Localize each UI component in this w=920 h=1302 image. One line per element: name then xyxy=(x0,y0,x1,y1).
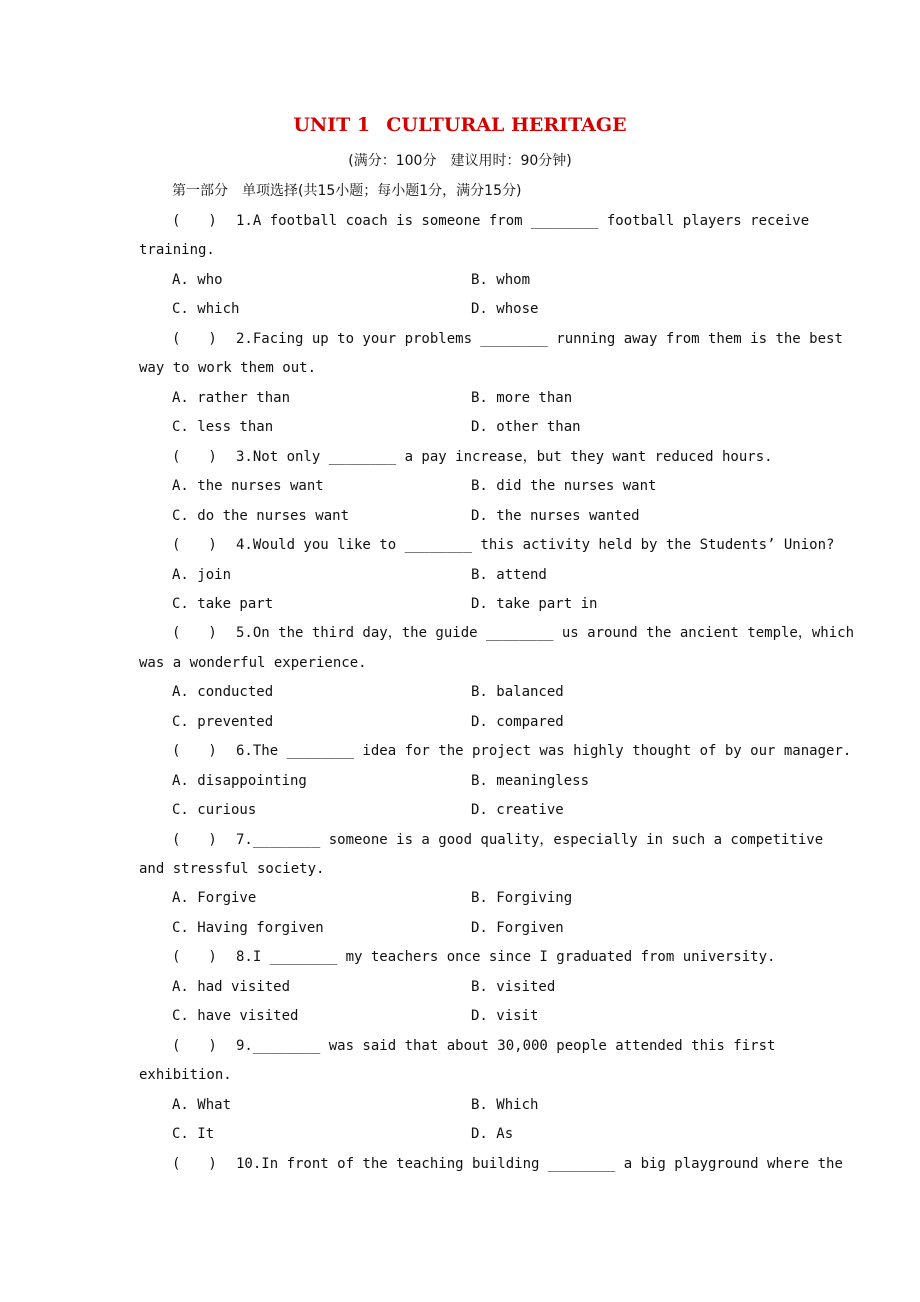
option-d: D. As xyxy=(471,1126,514,1142)
question-5 xyxy=(172,624,854,642)
option-a: A. the nurses want xyxy=(172,478,324,494)
exam-info: (满分：100分 建议用时：90分钟) xyxy=(348,153,572,169)
answer-blank[interactable]: ( ) xyxy=(172,331,217,347)
option-c: C. Having forgiven xyxy=(172,920,324,936)
answer-blank[interactable]: ( ) xyxy=(172,625,217,641)
option-d: D. the nurses wanted xyxy=(471,508,640,524)
option-c: C. take part xyxy=(172,596,274,612)
option-c: C. have visited xyxy=(172,1008,299,1024)
option-b: B. Forgiving xyxy=(471,890,573,906)
option-c: C. less than xyxy=(172,419,274,435)
option-d: D. Forgiven xyxy=(471,920,564,936)
option-b: B. whom xyxy=(471,272,531,288)
question-6 xyxy=(172,742,851,760)
option-b: B. did the nurses want xyxy=(471,478,657,494)
answer-blank[interactable]: ( ) xyxy=(172,449,217,465)
option-c: C. It xyxy=(172,1126,215,1142)
option-d: D. take part in xyxy=(471,596,598,612)
option-b: B. visited xyxy=(471,979,556,995)
question-1 xyxy=(172,212,809,230)
question-continuation: exhibition. xyxy=(139,1067,232,1083)
option-c: C. do the nurses want xyxy=(172,508,350,524)
question-9 xyxy=(172,1037,775,1055)
unit-title: UNIT 1 CULTURAL HERITAGE xyxy=(293,114,627,136)
option-a: A. who xyxy=(172,272,223,288)
option-b: B. meaningless xyxy=(471,773,590,789)
question-stem: 5.On the third day，the guide ________ us around the ancient temple，which xyxy=(236,625,855,641)
question-continuation: training. xyxy=(139,242,215,258)
option-b: B. more than xyxy=(471,390,573,406)
question-7 xyxy=(172,831,823,849)
question-stem: 9.________ was said that about 30,000 people attended this first xyxy=(236,1038,776,1054)
question-stem: 10.In front of the teaching building ________ a big playground where the xyxy=(236,1156,843,1172)
answer-blank[interactable]: ( ) xyxy=(172,1156,217,1172)
option-a: A. join xyxy=(172,567,232,583)
option-c: C. prevented xyxy=(172,714,274,730)
question-4 xyxy=(172,536,834,554)
option-d: D. other than xyxy=(471,419,581,435)
question-stem: 3.Not only ________ a pay increase，but they want reduced hours. xyxy=(236,449,773,465)
option-b: B. Which xyxy=(471,1097,539,1113)
option-b: B. attend xyxy=(471,567,547,583)
option-c: C. which xyxy=(172,301,240,317)
answer-blank[interactable]: ( ) xyxy=(172,1038,217,1054)
option-d: D. whose xyxy=(471,301,539,317)
option-b: B. balanced xyxy=(471,684,564,700)
option-a: A. rather than xyxy=(172,390,291,406)
option-d: D. creative xyxy=(471,802,564,818)
question-stem: 6.The ________ idea for the project was highly thought of by our manager. xyxy=(236,743,852,759)
question-10 xyxy=(172,1155,843,1173)
option-a: A. Forgive xyxy=(172,890,257,906)
question-stem: 8.I ________ my teachers once since I graduated from university. xyxy=(236,949,776,965)
answer-blank[interactable]: ( ) xyxy=(172,537,217,553)
option-d: D. visit xyxy=(471,1008,539,1024)
option-a: A. conducted xyxy=(172,684,274,700)
option-a: A. disappointing xyxy=(172,773,307,789)
section-heading: 第一部分 单项选择(共15小题；每小题1分，满分15分) xyxy=(172,183,522,199)
question-stem: 2.Facing up to your problems ________ running away from them is the best xyxy=(236,331,843,347)
question-stem: 4.Would you like to ________ this activity held by the Students’ Union? xyxy=(236,537,835,553)
question-continuation: way to work them out. xyxy=(139,360,317,376)
option-c: C. curious xyxy=(172,802,257,818)
question-stem: 1.A football coach is someone from ________ football players receive xyxy=(236,213,810,229)
question-3 xyxy=(172,448,773,466)
question-continuation: and stressful society. xyxy=(139,861,325,877)
answer-blank[interactable]: ( ) xyxy=(172,213,217,229)
option-d: D. compared xyxy=(471,714,564,730)
answer-blank[interactable]: ( ) xyxy=(172,743,217,759)
option-a: A. had visited xyxy=(172,979,291,995)
question-continuation: was a wonderful experience. xyxy=(139,655,367,671)
option-a: A. What xyxy=(172,1097,232,1113)
question-2 xyxy=(172,330,843,348)
question-stem: 7.________ someone is a good quality，especially in such a competitive xyxy=(236,832,824,848)
answer-blank[interactable]: ( ) xyxy=(172,949,217,965)
answer-blank[interactable]: ( ) xyxy=(172,832,217,848)
question-8 xyxy=(172,948,775,966)
